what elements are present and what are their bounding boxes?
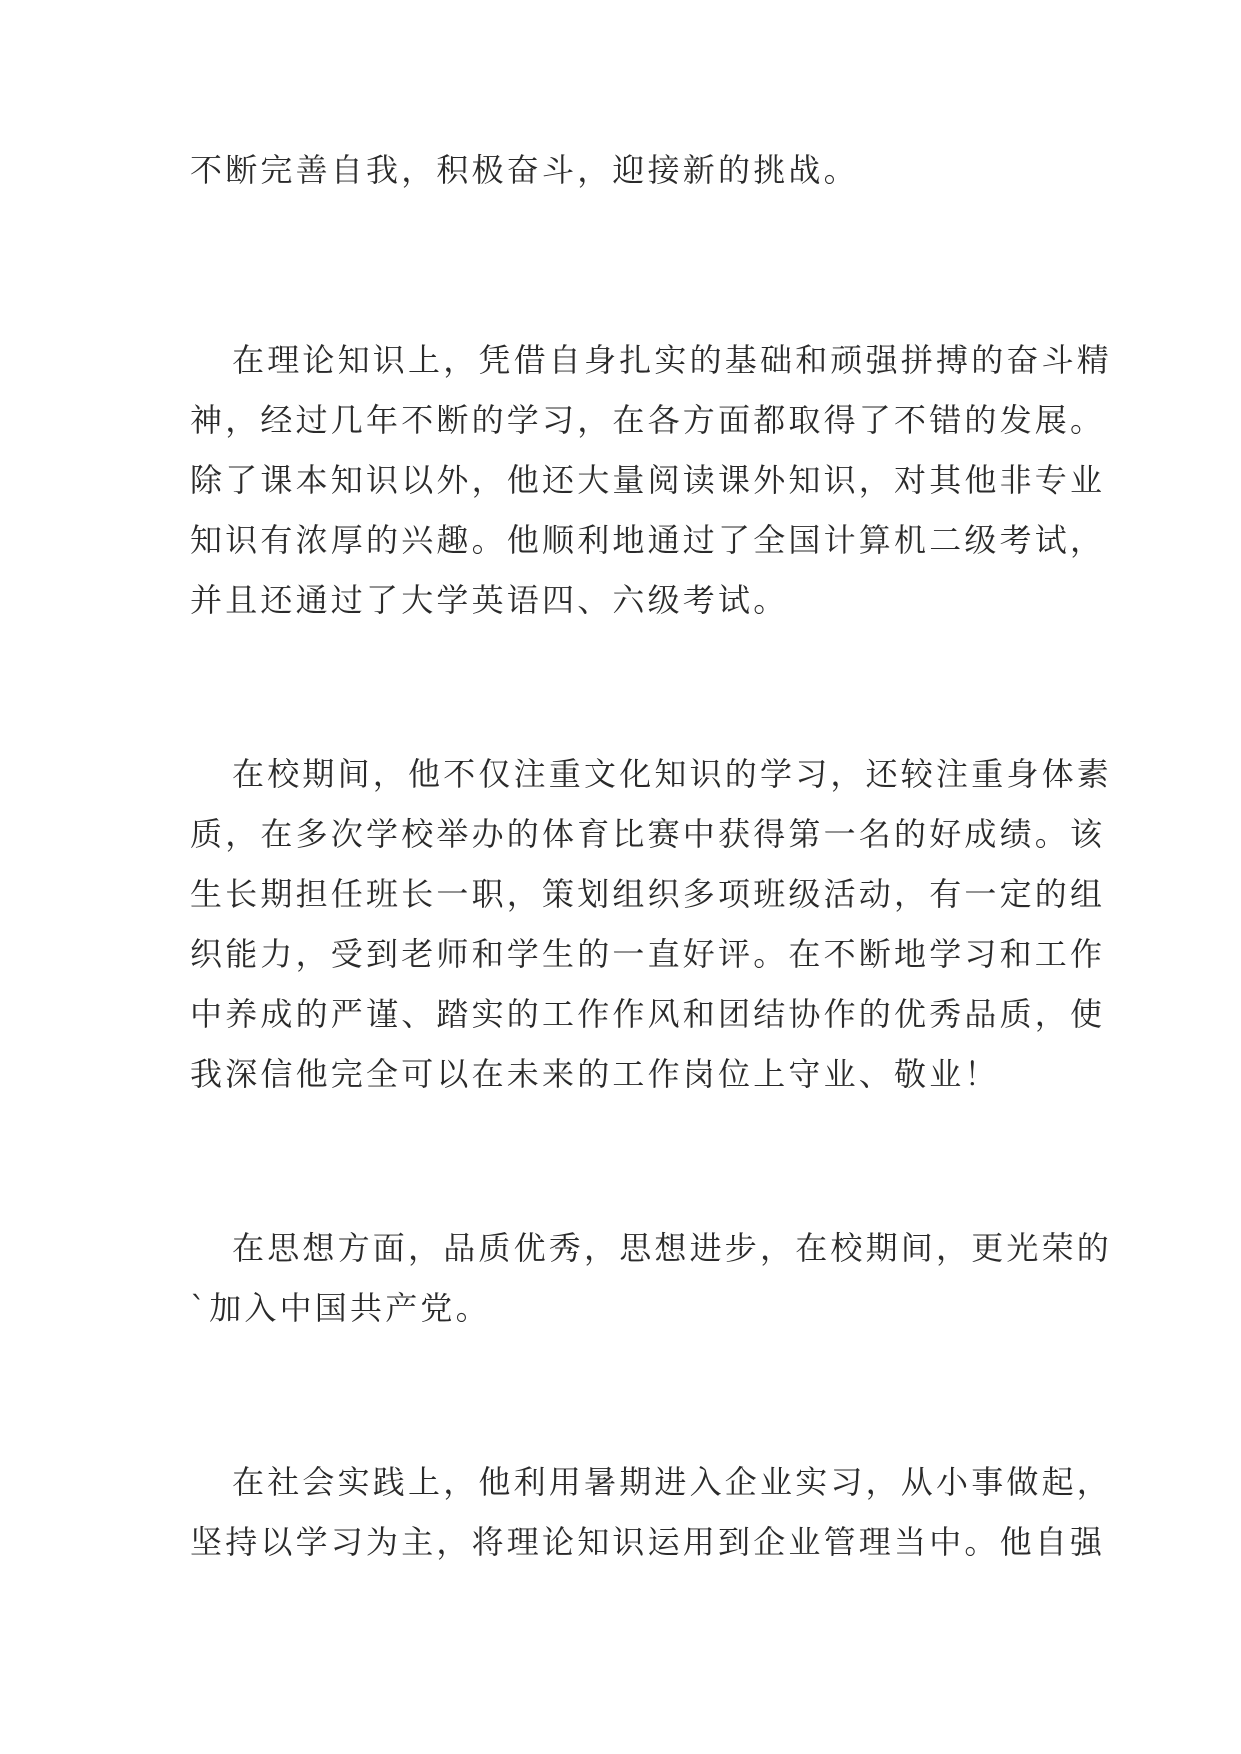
- paragraph-3-line-6: 我深信他完全可以在未来的工作岗位上守业、敬业！: [190, 1055, 1000, 1093]
- paragraph-3-line-1: 在校期间，他不仅注重文化知识的学习，还较注重身体素: [232, 755, 1113, 793]
- paragraph-2-line-5: 并且还通过了大学英语四、六级考试。: [190, 581, 789, 619]
- paragraph-2-line-2: 神，经过几年不断的学习，在各方面都取得了不错的发展。: [190, 401, 1106, 439]
- paragraph-3-line-4: 织能力，受到老师和学生的一直好评。在不断地学习和工作: [190, 935, 1106, 973]
- paragraph-2-line-4: 知识有浓厚的兴趣。他顺利地通过了全国计算机二级考试，: [190, 521, 1106, 559]
- paragraph-5-line-1: 在社会实践上，他利用暑期进入企业实习，从小事做起，: [232, 1463, 1113, 1501]
- paragraph-4-line-2: `加入中国共产党。: [190, 1289, 491, 1327]
- paragraph-1-line-1: 不断完善自我，积极奋斗，迎接新的挑战。: [190, 151, 859, 189]
- paragraph-5-line-2: 坚持以学习为主，将理论知识运用到企业管理当中。他自强: [190, 1523, 1106, 1561]
- paragraph-3-line-2: 质，在多次学校举办的体育比赛中获得第一名的好成绩。该: [190, 815, 1106, 853]
- paragraph-2-line-3: 除了课本知识以外，他还大量阅读课外知识，对其他非专业: [190, 461, 1106, 499]
- paragraph-2-line-1: 在理论知识上，凭借自身扎实的基础和顽强拼搏的奋斗精: [232, 341, 1113, 379]
- paragraph-3-line-5: 中养成的严谨、踏实的工作作风和团结协作的优秀品质，使: [190, 995, 1106, 1033]
- paragraph-3-line-3: 生长期担任班长一职，策划组织多项班级活动，有一定的组: [190, 875, 1106, 913]
- paragraph-4-line-1: 在思想方面，品质优秀，思想进步，在校期间，更光荣的: [232, 1229, 1113, 1267]
